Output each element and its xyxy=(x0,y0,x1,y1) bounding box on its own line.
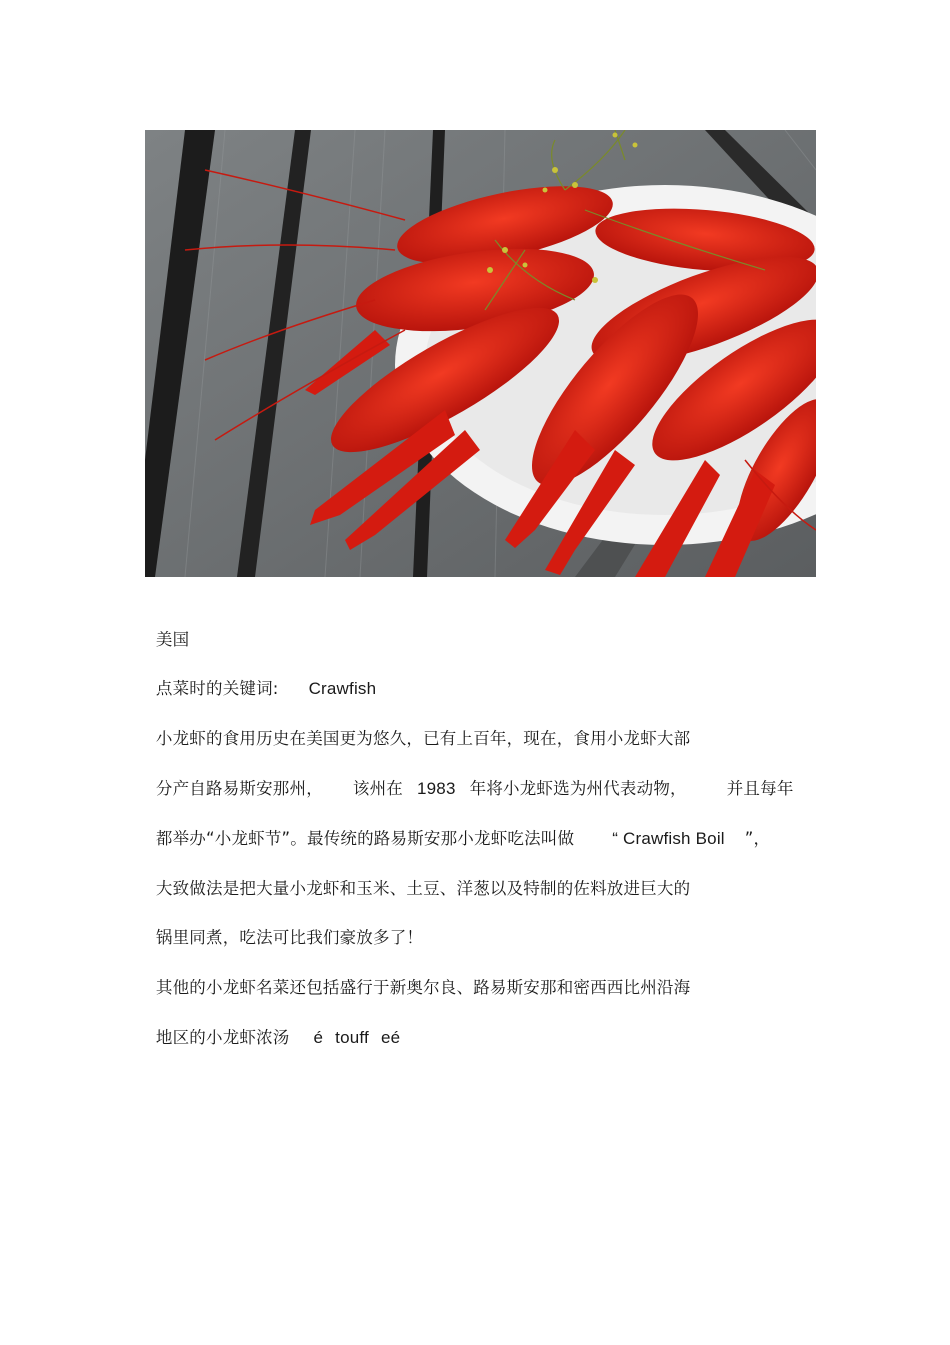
p1-line2-year: 1983 xyxy=(417,779,456,798)
paragraph2-line2 xyxy=(145,1005,400,1049)
p1-line3-c: “ Crawfish Boil xyxy=(612,829,725,848)
p2-line2-a: 地区的小龙虾浓汤 xyxy=(155,1028,290,1047)
p1-line2-b: 该州在 xyxy=(352,779,403,798)
paragraph2-line1 xyxy=(145,955,690,999)
p1-line5-text: 锅里同煮，吃法可比我们豪放多了！ xyxy=(155,928,424,947)
p1-line3-b: 。最传统的路易斯安那小龙虾吃法叫做 xyxy=(290,829,575,848)
p1-line2-d: 并且每年 xyxy=(726,779,794,798)
p1-line1-text: 小龙虾的食用历史在美国更为悠久，已有上百年，现在，食用小龙虾大部 xyxy=(155,729,691,748)
paragraph1-line3 xyxy=(145,806,770,850)
p2-line2-e: é xyxy=(390,1028,401,1047)
keyword-line xyxy=(145,656,376,700)
p1-line4-text: 大致做法是把大量小龙虾和玉米、土豆、洋葱以及特制的佐料放进巨大的 xyxy=(155,879,691,898)
keyword-value: Crawfish xyxy=(308,679,377,698)
paragraph1-line1 xyxy=(145,706,690,750)
paragraph1-line5 xyxy=(145,905,423,949)
p2-line1-text: 其他的小龙虾名菜还包括盛行于新奥尔良、路易斯安那和密西西比州沿海 xyxy=(155,978,691,997)
paragraph1-line4 xyxy=(145,856,690,900)
p1-line3-d: ”， xyxy=(744,829,771,848)
p2-line2-c: touff xyxy=(335,1028,369,1047)
p2-line2-b: é xyxy=(313,1028,324,1047)
section-heading xyxy=(145,607,189,651)
crawfish-illustration xyxy=(145,130,816,577)
p1-line3-a: 都举办“小龙虾节” xyxy=(155,829,291,848)
p1-line2-a: 分产自路易斯安那州， xyxy=(155,779,323,798)
crawfish-plate-photo xyxy=(145,130,816,577)
p2-line2-d: e xyxy=(380,1028,391,1047)
paragraph1-line2 xyxy=(145,756,794,800)
keyword-label: 点菜时的关键词: xyxy=(155,679,279,698)
heading-text: 美国 xyxy=(155,630,190,649)
p1-line2-c: 年将小龙虾选为州代表动物， xyxy=(469,779,687,798)
